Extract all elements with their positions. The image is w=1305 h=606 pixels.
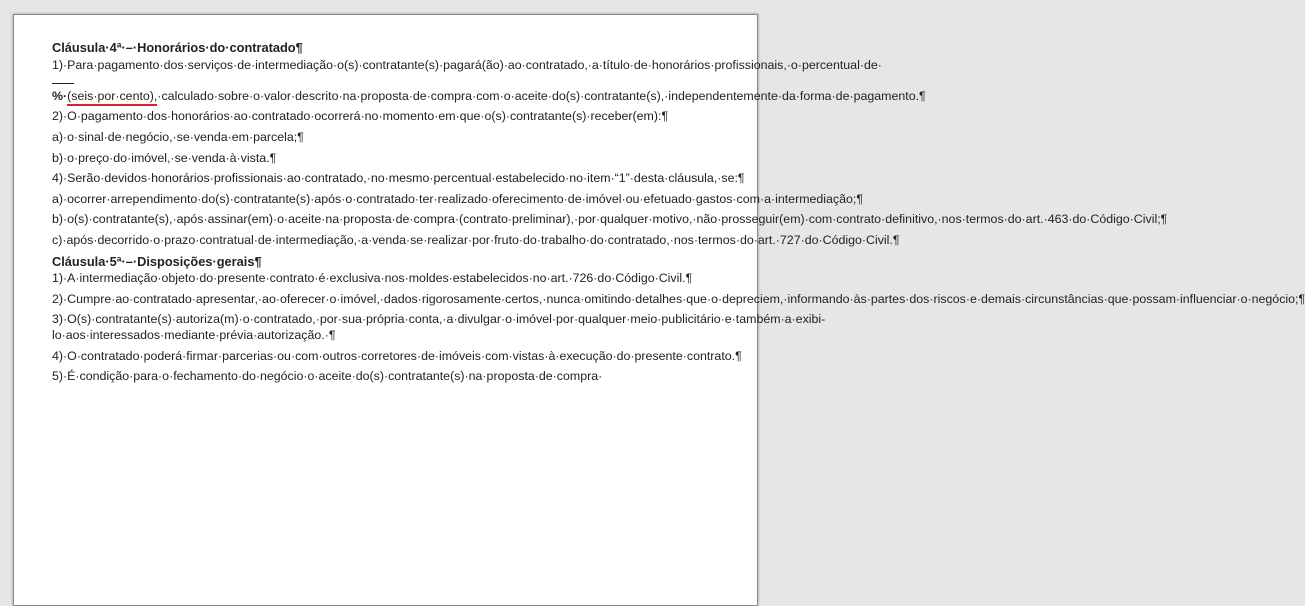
red-underlined-text: (seis·por·cento), xyxy=(67,89,157,106)
clause-5-heading: Cláusula·5ª·–·Disposições·gerais¶ xyxy=(52,253,262,269)
clause-4-item-2a: a)·o·sinal·de·negócio,·se·venda·em·parcela;¶ xyxy=(52,129,304,144)
clause-5-item-4: 4)·O·contratado·poderá·firmar·parcerias·ou·com·outros·corretores·de·imóveis·com·vistas·à·execução·do·presente·contrato.¶ xyxy=(52,348,742,363)
clause-4-item-4: 4)·Serão·devidos·honorários·profissionais·ao·contratado,·no·mesmo·percentual·estabelecido·no·item·“1”·desta·cláusula,·se:¶ xyxy=(52,171,745,186)
clause-5-item-2: 2)·Cumpre·ao·contratado·apresentar,·ao·oferecer·o·imóvel,·dados·rigorosamente·certos,·nunca·omitindo·detalhes·que·o·depreciem,·informando·às·partes·dos·riscos·e·demais·circunstâncias·que·possam·influenciar·o·negócio;¶ xyxy=(52,291,1305,306)
percent-sign: %· xyxy=(52,88,68,103)
clause-4-item-4a: a)·ocorrer·arrependimento·do(s)·contratante(s)·após·o·contratado·ter·realizado·oferecimento·de·imóvel·ou·efetuado·gastos·com·a·intermediação;¶ xyxy=(52,191,864,206)
clause-4-heading: Cláusula·4ª·–·Honorários·do·contratado¶ xyxy=(52,40,303,55)
clause-5-item-1: 1)·A·intermediação·objeto·do·presente·contrato·é·exclusiva·nos·moldes·estabelecidos·no·art.·726·do·Código·Civil.¶ xyxy=(52,271,693,286)
document-page xyxy=(13,14,1305,606)
document-body xyxy=(52,40,1305,390)
clause-4-item-1-text-b: ·calculado·sobre·o·valor·descrito·na·proposta·de·compra·com·o·aceite·do(s)·contratante(s),·independentemente·da·forma·de·pagamento.¶ xyxy=(157,88,926,103)
clause-5-item-3: 3)·O(s)·contratante(s)·autoriza(m)·o·contratado,·por·sua·própria·conta,·a·divulgar·o·imóvel·por·qualquer·meio·publicitário·e·também·a·exibi-lo·aos·interessados·mediante·prévia·autorização.·¶ xyxy=(52,312,826,342)
clause-4-item-2: 2)·O·pagamento·dos·honorários·ao·contratado·ocorrerá·no·momento·em·que·o(s)·contratante(s)·receber(em):¶ xyxy=(52,109,669,124)
clause-4-item-1 xyxy=(52,57,926,105)
clause-4-item-4b: b)·o(s)·contratante(s),·após·assinar(em)·o·aceite·na·proposta·de·compra·(contrato·preliminar),·por·qualquer·motivo,·não·prosseguir(em)·com·contrato·definitivo,·nos·termos·do·art.·463·do·Código·Civil;¶ xyxy=(52,212,1168,227)
clause-4-item-1-text-a: 1)·Para·pagamento·dos·serviços·de·intermediação·o(s)·contratante(s)·pagará(ão)·ao·contratado,·a·título·de·honorários·profissionais,·o·percentual·de· xyxy=(52,57,882,72)
percentage-blank xyxy=(52,73,74,84)
clause-4-item-4c: c)·após·decorrido·o·prazo·contratual·de·intermediação,·a·venda·se·realizar·por·fruto·do·trabalho·do·contratado,·nos·termos·do·art.·727·do·Código·Civil.¶ xyxy=(52,232,900,247)
clause-5-item-5: 5)·É·condição·para·o·fechamento·do·negócio·o·aceite·do(s)·contratante(s)·na·proposta·de·compra· xyxy=(52,369,603,384)
clause-4-item-2b: b)·o·preço·do·imóvel,·se·venda·à·vista.¶ xyxy=(52,150,277,165)
